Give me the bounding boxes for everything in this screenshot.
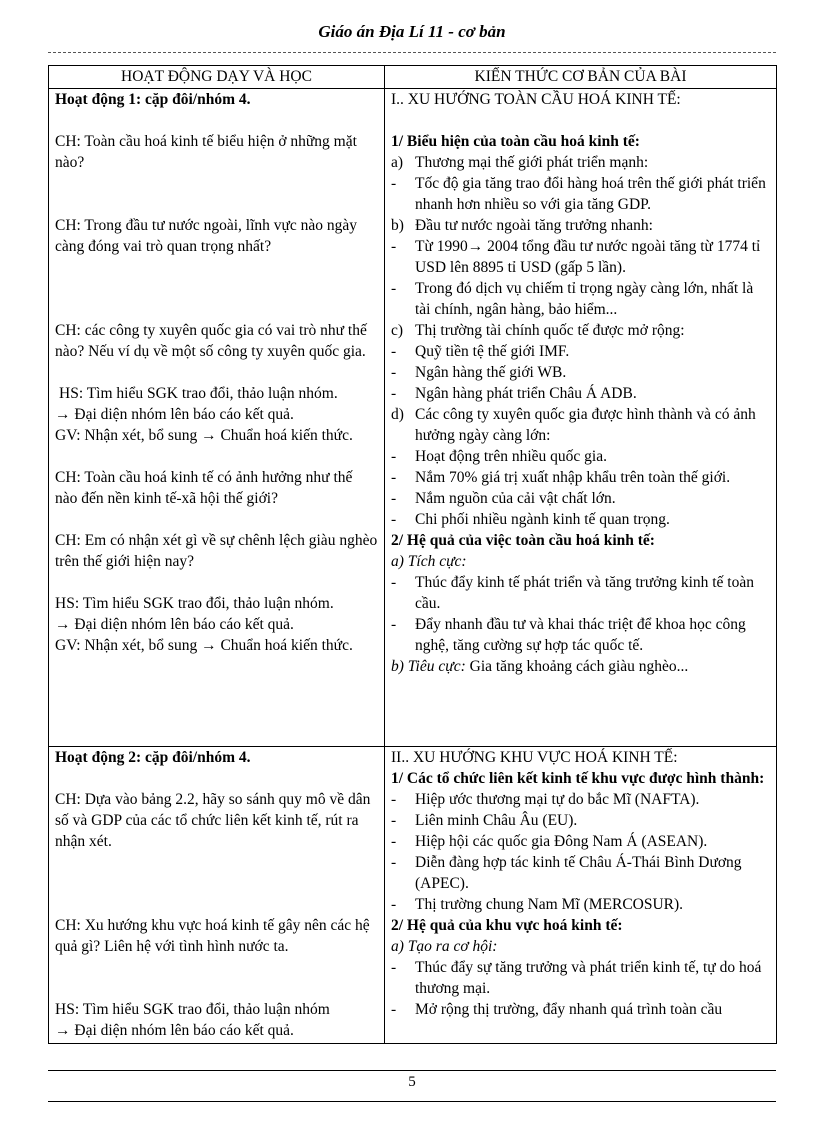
question-text: CH: Trong đầu tư nước ngoài, lĩnh vực nào ngày càng đóng vai trò quan trọng nhất?: [55, 217, 358, 255]
negative-line: [391, 656, 770, 677]
col-header-knowledge: KIẾN THỨC CƠ BẢN CỦA BÀI: [385, 66, 777, 89]
table-row: [49, 89, 777, 747]
list-item: - Chi phối nhiều ngành kinh tế quan trọng.: [391, 511, 670, 528]
question-text: CH: Em có nhận xét gì về sự chênh lệch giàu nghèo trên thế giới hiện nay?: [55, 532, 378, 570]
list-item: - Đẩy nhanh đầu tư và khai thác triệt để khoa học công nghệ, tăng cường sự hợp tác quốc tế.: [391, 616, 746, 654]
activity-title: Hoạt động 1: cặp đôi/nhóm 4.: [55, 91, 251, 108]
question-text: CH: các công ty xuyên quốc gia có vai trò như thế nào? Nếu ví dụ về một số công ty xuyên quốc gia.: [55, 322, 367, 360]
teacher-task: GV: Nhận xét, bổ sung → Chuẩn hoá kiến thức.: [55, 427, 353, 444]
footer-bottom-line: [48, 1101, 776, 1102]
list-item: - Diễn đàng hợp tác kinh tế Châu Á-Thái Bình Dương (APEC).: [391, 854, 742, 892]
knowledge-cell-1: [385, 89, 777, 747]
list-item: a) Thương mại thế giới phát triển mạnh:: [391, 154, 649, 171]
question-text: CH: Xu hướng khu vực hoá kinh tế gây nên các hệ quả gì? Liên hệ với tình hình nước ta.: [55, 917, 370, 955]
list-item: - Hoạt động trên nhiều quốc gia.: [391, 448, 607, 465]
subsection-title: 2/ Hệ quả của khu vực hoá kinh tế:: [391, 917, 623, 934]
list-item: - Nắm nguồn của cải vật chất lớn.: [391, 490, 616, 507]
list-item: - Thị trường chung Nam Mĩ (MERCOSUR).: [391, 896, 684, 913]
section-title: I.. XU HƯỚNG TOÀN CẦU HOÁ KINH TẾ:: [391, 91, 681, 108]
positive-label: a) Tích cực:: [391, 553, 467, 570]
list-item: - Tốc độ gia tăng trao đổi hàng hoá trên thế giới phát triển nhanh hơn nhiều so với gia tăng GDP.: [391, 175, 766, 213]
page-number: 5: [408, 1074, 416, 1090]
activity-cell-1: [49, 89, 385, 747]
negative-label: b) Tiêu cực:: [391, 658, 466, 675]
list-item: - Hiệp hội các quốc gia Đông Nam Á (ASEAN).: [391, 833, 708, 850]
subsection-title: 1/ Biểu hiện của toàn cầu hoá kinh tế:: [391, 133, 640, 150]
opportunity-label: a) Tạo ra cơ hội:: [391, 938, 498, 955]
knowledge-cell-2: [385, 747, 777, 1044]
list-item: - Hiệp ước thương mại tự do bắc Mĩ (NAFTA).: [391, 791, 700, 808]
page-header-title: Giáo án Địa Lí 11 - cơ bản: [318, 22, 506, 41]
teacher-task: GV: Nhận xét, bổ sung → Chuẩn hoá kiến thức.: [55, 637, 353, 654]
list-item: - Ngân hàng thế giới WB.: [391, 364, 567, 381]
negative-text: Gia tăng khoảng cách giàu nghèo...: [465, 658, 689, 675]
list-item: - Mở rộng thị trường, đẩy nhanh quá trình toàn cầu: [391, 1001, 723, 1018]
list-item: - Thúc đẩy sự tăng trưởng và phát triển kinh tế, tự do hoá thương mại.: [391, 959, 762, 997]
list-item: - Nắm 70% giá trị xuất nhập khẩu trên toàn thế giới.: [391, 469, 731, 486]
subsection-title: 2/ Hệ quả của việc toàn cầu hoá kinh tế:: [391, 532, 655, 549]
report-task: → Đại diện nhóm lên báo cáo kết quả.: [55, 406, 294, 423]
list-item: - Liên minh Châu Âu (EU).: [391, 812, 578, 829]
question-text: CH: Toàn cầu hoá kinh tế có ảnh hưởng như thế nào đến nền kinh tế-xã hội thế giới?: [55, 469, 353, 507]
list-item: d) Các công ty xuyên quốc gia được hình thành và có ảnh hưởng ngày càng lớn:: [391, 406, 756, 444]
report-task: → Đại diện nhóm lên báo cáo kết quả.: [55, 1022, 294, 1039]
list-item: - Từ 1990→ 2004 tổng đầu tư nước ngoài tăng từ 1774 tỉ USD lên 8895 tỉ USD (gấp 5 lần).: [391, 238, 761, 276]
student-task: HS: Tìm hiểu SGK trao đổi, thảo luận nhóm: [55, 1001, 330, 1018]
list-item: - Quỹ tiền tệ thế giới IMF.: [391, 343, 570, 360]
list-item: b) Đầu tư nước ngoài tăng trưởng nhanh:: [391, 217, 653, 234]
list-item: - Trong đó dịch vụ chiếm tỉ trọng ngày càng lớn, nhất là tài chính, ngân hàng, bảo hiểm...: [391, 280, 754, 318]
lesson-table: [48, 65, 777, 1044]
student-task: HS: Tìm hiểu SGK trao đổi, thảo luận nhóm.: [55, 595, 334, 612]
activity-title: Hoạt động 2: cặp đôi/nhóm 4.: [55, 749, 251, 766]
section-title: II.. XU HƯỚNG KHU VỰC HOÁ KINH TẾ:: [391, 749, 678, 766]
student-task: HS: Tìm hiểu SGK trao đổi, thảo luận nhóm.: [59, 385, 338, 402]
table-header-row: [49, 66, 777, 89]
table-row: [49, 747, 777, 1044]
list-item: - Ngân hàng phát triển Châu Á ADB.: [391, 385, 637, 402]
footer-divider: [48, 1070, 776, 1071]
list-item: c) Thị trường tài chính quốc tế được mở rộng:: [391, 322, 685, 339]
question-text: CH: Toàn cầu hoá kinh tế biểu hiện ở những mặt nào?: [55, 133, 357, 171]
col-header-activities: HOẠT ĐỘNG DẠY VÀ HỌC: [49, 66, 385, 89]
subsection-title: 1/ Các tổ chức liên kết kinh tế khu vực được hình thành:: [391, 770, 765, 787]
question-text: CH: Dựa vào bảng 2.2, hãy so sánh quy mô về dân số và GDP của các tổ chức liên kết kinh tế, rút ra nhận xét.: [55, 791, 371, 850]
list-item: - Thúc đẩy kinh tế phát triển và tăng trưởng kinh tế toàn cầu.: [391, 574, 754, 612]
report-task: → Đại diện nhóm lên báo cáo kết quả.: [55, 616, 294, 633]
header-divider: [48, 52, 776, 53]
activity-cell-2: [49, 747, 385, 1044]
